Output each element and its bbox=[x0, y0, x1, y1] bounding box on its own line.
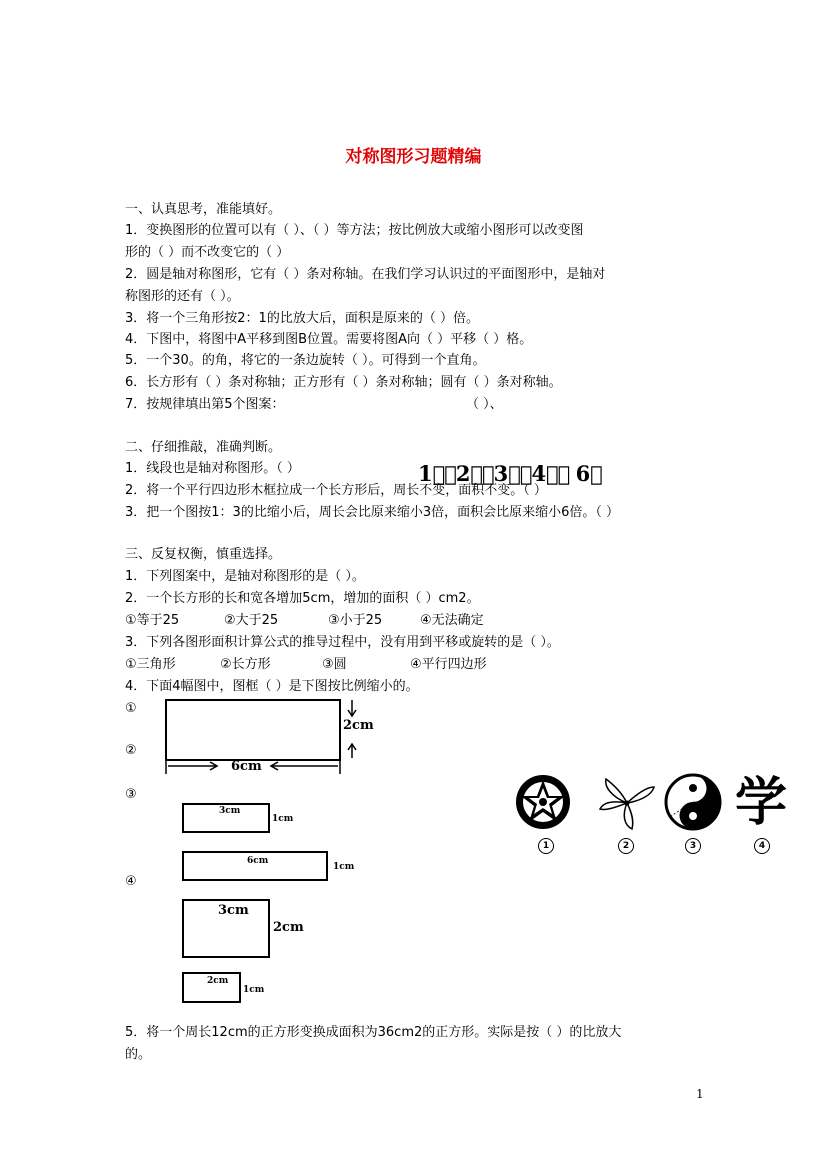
q3-option: ④平行四边形 bbox=[410, 657, 487, 672]
pattern-yinyang-icon bbox=[663, 772, 723, 834]
pattern-label: 3 bbox=[685, 838, 701, 854]
q4-marker: ④ bbox=[125, 874, 137, 889]
q5-text-line2: 的。 bbox=[125, 1047, 152, 1062]
q4-main-width-label: 6cm bbox=[231, 759, 262, 774]
q2-text: 2．一个长方形的长和宽各增加5cm，增加的面积（ ）cm2。 bbox=[125, 591, 480, 606]
q4-main-figure bbox=[160, 694, 380, 776]
s1-line: 7．按规律填出第5个图案： bbox=[125, 397, 285, 412]
pattern-pinwheel-icon bbox=[596, 775, 658, 831]
s1-line: 1．变换图形的位置可以有（ ）、（ ）等方法；按比例放大或缩小图形可以改变图 bbox=[125, 223, 584, 238]
pattern-xue-character: 学 bbox=[735, 773, 788, 833]
s1-line: 6．长方形有（ ）条对称轴；正方形有（ ）条对称轴；圆有（ ）条对称轴。 bbox=[125, 375, 562, 390]
s2-line: 1．线段也是轴对称图形。（ ） bbox=[125, 461, 300, 476]
q2-option: ②大于25 bbox=[224, 613, 279, 628]
pattern-label: 1 bbox=[538, 838, 554, 854]
pattern-label: 2 bbox=[618, 838, 634, 854]
s2-line: 2．将一个平行四边形木框拉成一个长方形后，周长不变，面积不变。（ ） bbox=[125, 483, 547, 498]
q2-option: ④无法确定 bbox=[420, 613, 484, 628]
q4-marker: ③ bbox=[125, 787, 137, 802]
s1-line: 2．圆是轴对称图形，它有（ ）条对称轴。在我们学习认识过的平面图形中，是轴对 bbox=[125, 267, 606, 282]
q4-box2-height: 1cm bbox=[333, 862, 355, 872]
q3-option: ②长方形 bbox=[220, 657, 271, 672]
q2-option: ①等于25 bbox=[125, 613, 180, 628]
pattern-flower-icon bbox=[513, 772, 573, 834]
s1-line: 4．下图中，将图中A平移到图B位置。需要将图A向（ ）平移（ ）格。 bbox=[125, 332, 533, 347]
section3-heading: 三、反复权衡，慎重选择。 bbox=[125, 547, 282, 562]
s1-line: 5．一个30。的角，将它的一条边旋转（ ）。可得到一个直角。 bbox=[125, 353, 486, 368]
s1-line: 形的（ ）而不改变它的（ ） bbox=[125, 245, 290, 260]
s2-line: 3．把一个图按1：3的比缩小后，周长会比原来缩小3倍，面积会比原来缩小6倍。（ ） bbox=[125, 505, 619, 520]
q3-text: 3．下列各图形面积计算公式的推导过程中，没有用到平移或旋转的是（ ）。 bbox=[125, 635, 560, 650]
q4-main-height-label: 2cm bbox=[343, 718, 374, 733]
q4-marker: ① bbox=[125, 701, 137, 716]
q4-box3-width: 3cm bbox=[218, 903, 249, 918]
document-title: 对称图形习题精编 bbox=[345, 147, 482, 167]
s1-answer-blank: （ ）、 bbox=[466, 397, 503, 412]
q4-box2-width: 6cm bbox=[247, 856, 269, 866]
q3-option: ①三角形 bbox=[125, 657, 176, 672]
section1-heading: 一、认真思考，准能填好。 bbox=[125, 202, 282, 217]
q4-box1-height: 1cm bbox=[272, 814, 294, 824]
pattern-sequence: 1⃝、2⃝、3⃝、4⃝、 6⃝ bbox=[418, 461, 602, 486]
q4-box3-height: 2cm bbox=[273, 920, 304, 935]
section2-heading: 二、仔细推敲，准确判断。 bbox=[125, 440, 282, 455]
q5-text-line1: 5．将一个周长12cm的正方形变换成面积为36cm2的正方形。实际是按（ ）的比放大 bbox=[125, 1025, 622, 1040]
q2-option: ③小于25 bbox=[328, 613, 383, 628]
q4-box1-width: 3cm bbox=[219, 806, 241, 816]
s1-line: 3．将一个三角形按2：1的比放大后，面积是原来的（ ）倍。 bbox=[125, 311, 479, 326]
q4-box4-width: 2cm bbox=[207, 976, 229, 986]
q4-text: 4．下面4幅图中，图框（ ）是下图按比例缩小的。 bbox=[125, 679, 419, 694]
q4-box4-height: 1cm bbox=[243, 985, 265, 995]
q4-marker: ② bbox=[125, 743, 137, 758]
pattern-label: 4 bbox=[754, 838, 770, 854]
q1-text: 1．下列图案中，是轴对称图形的是（ ）。 bbox=[125, 569, 365, 584]
s1-line: 称图形的还有（ ）。 bbox=[125, 289, 240, 304]
page-number: 1 bbox=[696, 1087, 704, 1101]
q3-option: ③圆 bbox=[322, 657, 347, 672]
